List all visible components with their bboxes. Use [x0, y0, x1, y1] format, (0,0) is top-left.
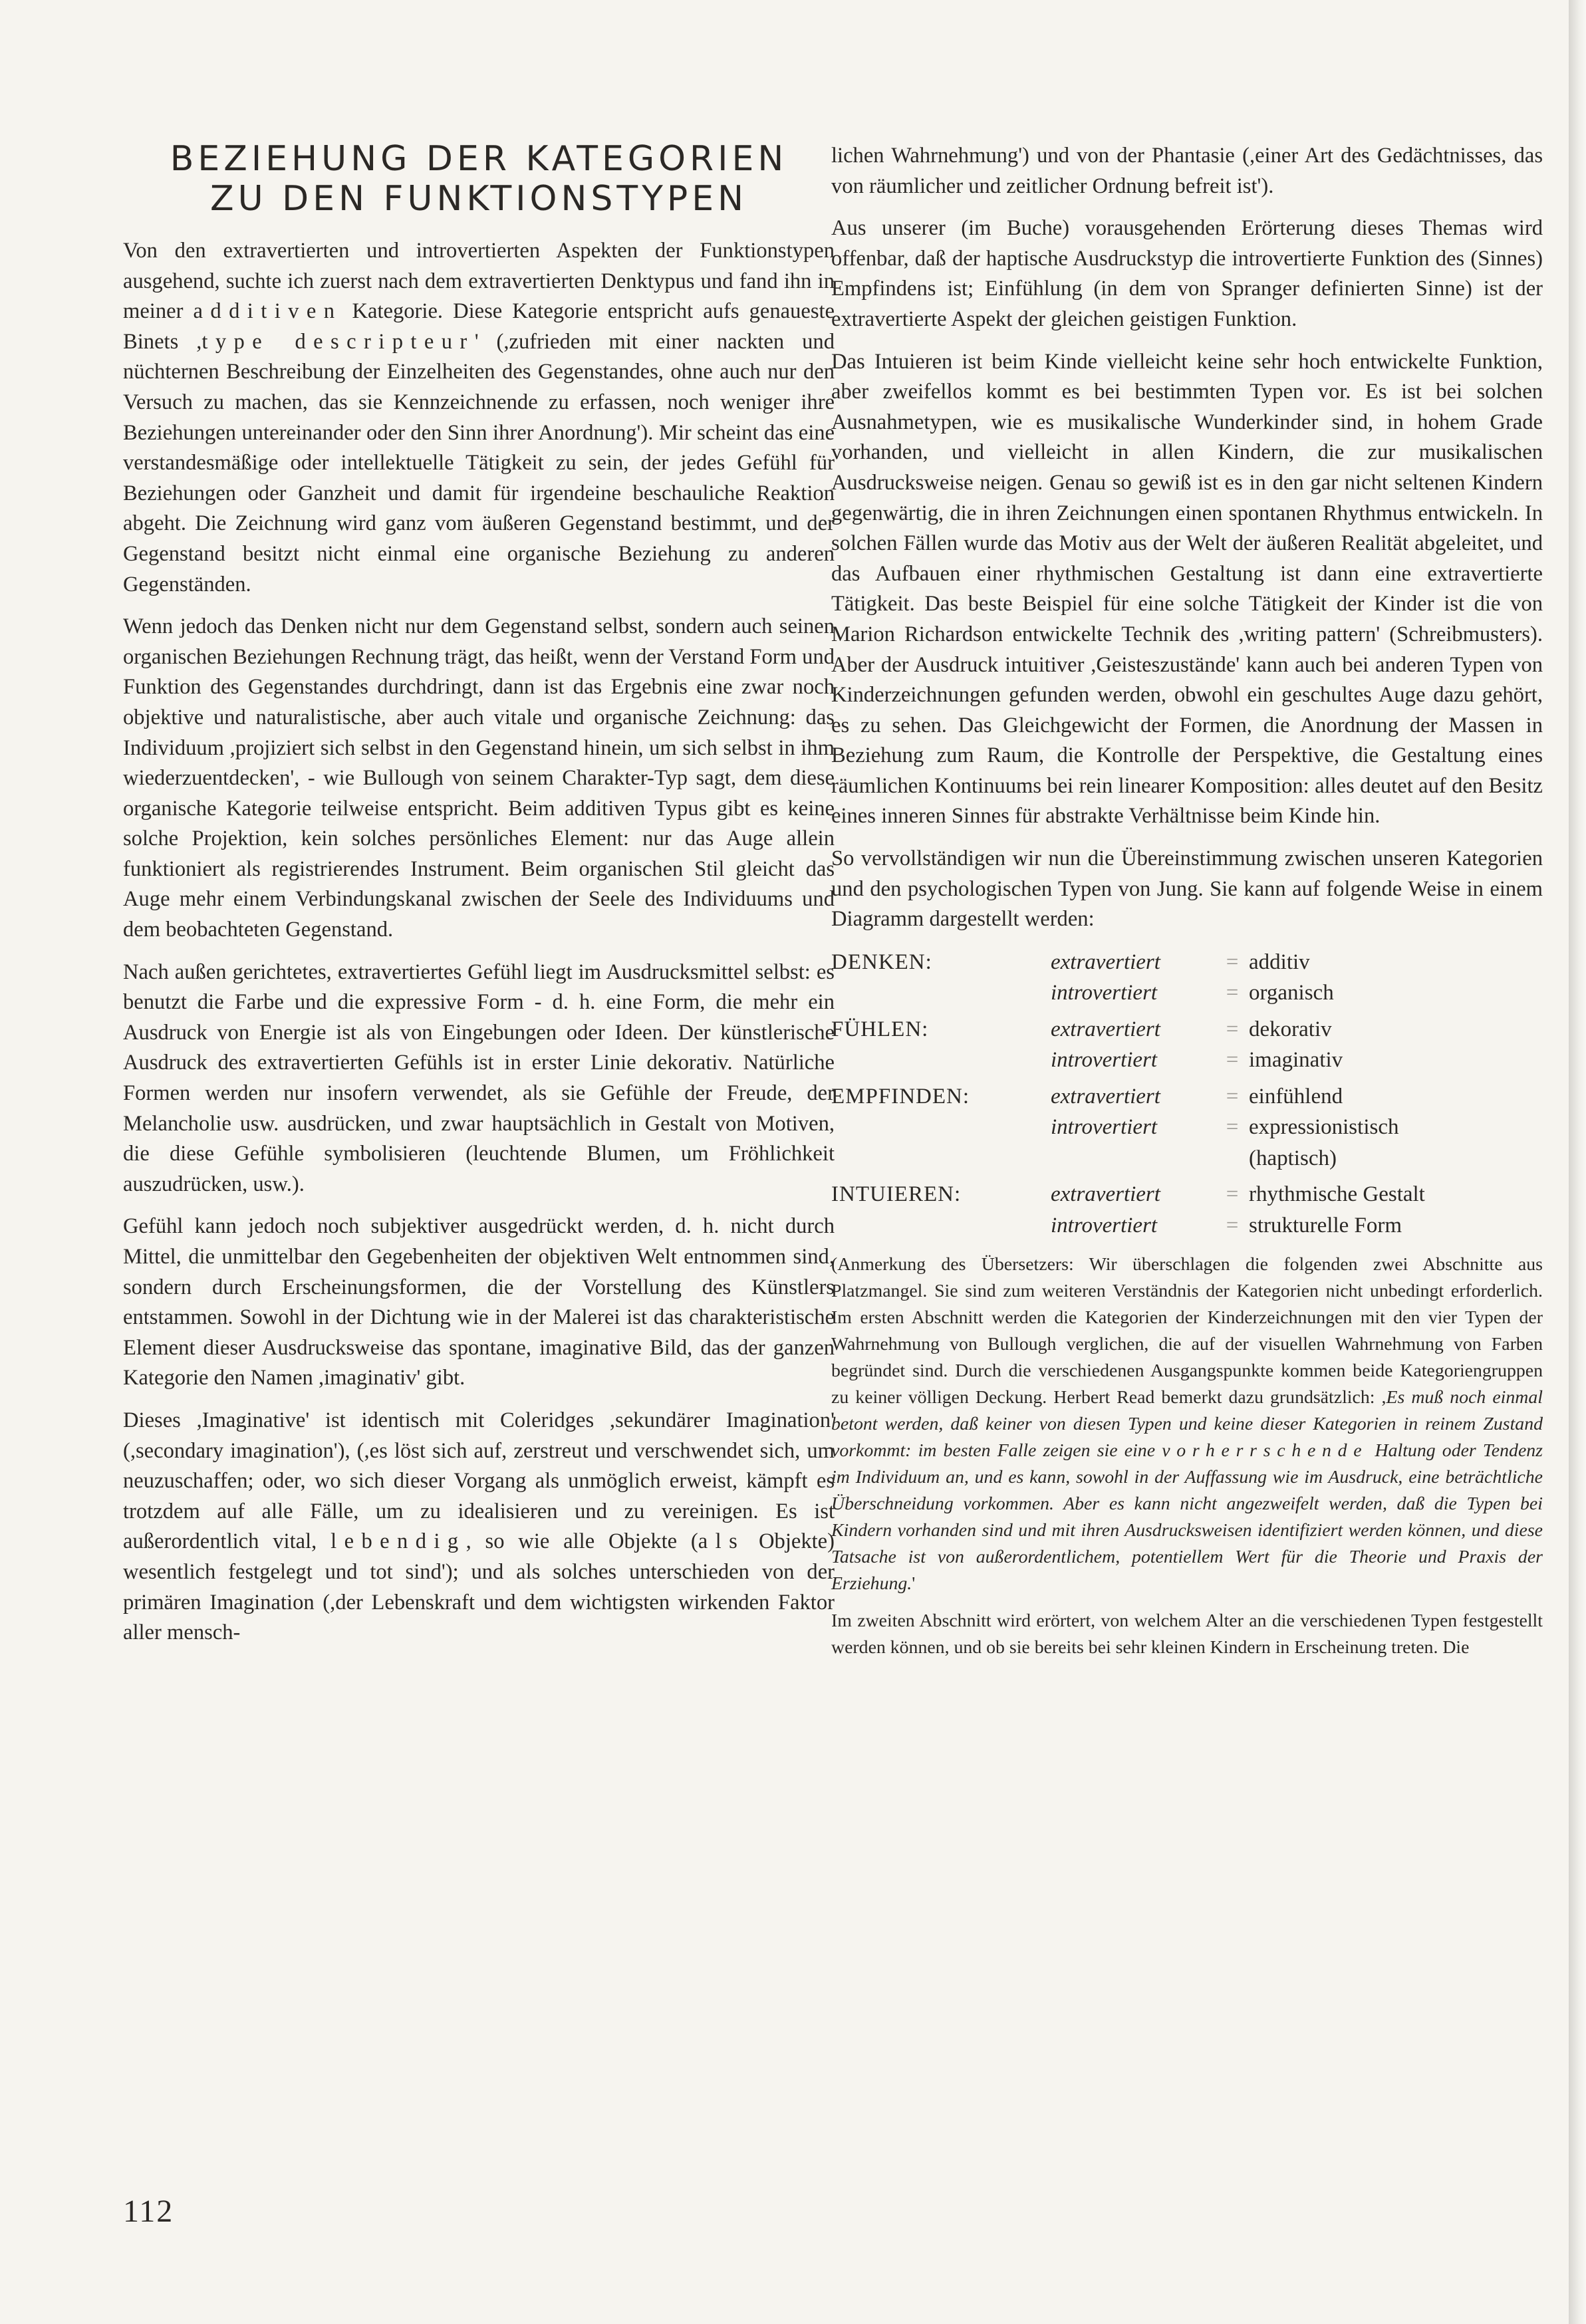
paragraph-organic: Wenn jedoch das Denken nicht nur dem Gegenstand selbst, sondern auch seinen organischen Beziehungen Rechnung trägt, das heißt, wenn der Verstand Form und Funktion des Gegenstandes durchdringt, dann ist das Ergebnis eine zwar noch objektive und naturalistische, aber auch vitale und organische Zeichnung: das Individuum ,projiziert sich selbst in den Gegenstand hinein, um sich selbst in ihm wiederzuentdecken', - wie Bullough von seinem Charakter-Typ sagt, dem diese organische Kategorie teilweise entspricht. Beim additiven Typus gibt es keine solche Projektion, kein solches persönliches Element: nur das Auge allein funktioniert als registrierendes Instrument. Beim organischen Stil gleicht das Auge mehr einem Verbindungskanal zwischen der Seele des Individuums und dem beobachteten Gegenstand. [123, 614, 835, 942]
paragraph-coleridge [123, 1406, 835, 1648]
function-label: EMPFINDEN: [831, 1084, 970, 1108]
aspect-label: extravertiert [1051, 1084, 1160, 1108]
spaced-term-additiven: additiven [193, 299, 342, 324]
category-value: strukturelle Form [1249, 1213, 1402, 1237]
aspect-label: extravertiert [1051, 1017, 1160, 1041]
text-run: (Anmerkung des Übersetzers: Wir überschlagen die folgenden zwei Abschnitte aus Platzmangel. Sie sind zum weiteren Verständnis der Kategorien nicht unbedingt erforderlich. Im ersten Abschnitt werden die Kategorien der Kinderzeichnungen mit den vier Typen der Wahrnehmung von Bullough verglichen, die auf der visuellen Wahrnehmung von Farben begründet sind. Durch die verschiedenen Ausgangspunkte kommen beide Kategoriengruppen zu keiner völligen Deckung. Herbert Read bemerkt dazu grundsätzlich: , [831, 1254, 1543, 1408]
quote-run: Es muß noch einmal betont werden, daß keiner von diesen Typen und keine dieser Kategorien in reinem Zustand vorkommt: im besten Falle zeigen sie eine [831, 1387, 1543, 1462]
page-edge-shadow [1569, 0, 1586, 2324]
category-value-aside: (haptisch) [1249, 1146, 1337, 1170]
diagram-row-denken [831, 947, 1543, 978]
paragraph-intuition: Das Intuieren ist beim Kinde vielleicht keine sehr hoch entwickelte Funktion, aber zweifellos kommt es bei bestimmten Typen vor. Es ist bei solchen Ausnahmetypen, wie es musikalische Wunderkinder sind, in hohem Grade vorhanden, und vielleicht in allen Kindern, die zur musikalischen Ausdrucksweise neigen. Genau so gewiß ist es in den gar nicht seltenen Kindern gegenwärtig, die in ihren Zeichnungen einen spontanen Rhythmus entwickeln. In solchen Fällen wurde das Motiv aus der Welt der äußeren Realität abgeleitet, und das Aufbauen einer rhythmischen Gestaltung ist dann eine extravertierte Tätigkeit. Das beste Beispiel für eine solche Tätigkeit der Kinder ist die von Marion Richardson entwickelte Technik des ,writing pattern' (Schreibmusters). Aber der Ausdruck intuitiver ,Geisteszustände' kann auch bei anderen Typen von Kinderzeichnungen gefunden werden, obwohl ein geschultes Auge dazu gehört, es zu sehen. Das Gleichgewicht der Formen, die Anordnung der Massen in Beziehung zum Raum, die Kontrolle der Perspektive, die Gestaltung eines räumlichen Kontinuums bei rein linearer Komposition: alles deutet auf den Besitz eines inneren Sinnes für abstrakte Verhältnisse beim Kinde hin. [831, 349, 1543, 829]
spaced-term-vorherrschende: vorherrschende [1162, 1440, 1369, 1462]
aspect-label: introvertiert [1051, 1213, 1158, 1237]
equals-sign: = [1226, 950, 1239, 974]
diagram-row-intuieren-intro [831, 1210, 1543, 1241]
category-value: dekorativ [1249, 1017, 1332, 1041]
aspect-label: extravertiert [1051, 1182, 1160, 1207]
section-heading [123, 139, 835, 219]
text-run: Kategorie. Diese Kategorie entspricht aufs genaueste Binets , [123, 299, 835, 354]
equals-sign: = [1226, 1182, 1239, 1207]
quote-run: Haltung oder Tendenz im Individuum an, und es kann, sowohl in der Auffassung wie im Ausdruck, eine beträchtliche Überschneidung vorkommen. Aber es kann nicht angezweifelt werden, daß die Typen bei Kindern vorhanden sind und mit ihren Ausdrucksweisen identifiziert werden können, und diese Tatsache ist von außerordentlichem, potentiellem Wert für die Theorie und Praxis der Erziehung. [831, 1440, 1543, 1595]
aspect-label: introvertiert [1051, 981, 1158, 1005]
equals-sign: = [1226, 1115, 1239, 1140]
category-value: additiv [1249, 950, 1310, 974]
function-label: INTUIEREN: [831, 1182, 962, 1207]
equals-sign: = [1226, 1213, 1239, 1237]
spaced-term-als: als [698, 1529, 745, 1554]
text-run: ' (,zufrieden mit einer nackten und nüchternen Beschreibung der Einzelheiten des Gegenstandes, ohne auch nur den Versuch zu machen, das sie Kennzeichnende zu erfassen, noch weniger ihre Beziehungen untereinander oder den Sinn ihrer Anordnung'). Mir scheint das eine verstandesmäßige oder intellektuelle Tätigkeit zu sein, der jedes Gefühl für Beziehungen oder Ganzheit und damit für irgendeine beschauliche Reaktion abgeht. Die Zeichnung wird ganz vom äußeren Gegenstand bestimmt, und der Gegenstand besitzt nicht einmal eine organische Beziehung zu anderen Gegenständen. [123, 329, 835, 596]
aspect-label: extravertiert [1051, 950, 1160, 974]
paragraph-additive [123, 236, 835, 600]
text-run: Dieses ,Imaginative' ist identisch mit Coleridges ,sekundärer Imagination' (,secondary imagination'), (,es löst sich auf, zerstreut und verschwendet sich, um neuzuschaffen; oder, wo sich dieser Vorgang als unmöglich erweist, kämpft es trotzdem auf alle Fälle, um zu idealisieren und zu vereinigen. Es ist außerordentlich vital, [123, 1408, 835, 1554]
category-value-main: expressionistisch [1249, 1115, 1399, 1140]
categories-diagram [831, 947, 1543, 1241]
function-label-empty [831, 1045, 1051, 1076]
paragraph-continuation: lichen Wahrnehmung') und von der Phantasie (,einer Art des Gedächtnisses, das von räumlicher und zeitlicher Ordnung befreit ist'). [831, 144, 1543, 198]
diagram-row-fuehlen [831, 1009, 1543, 1045]
left-column [123, 130, 835, 1660]
function-label-empty [831, 1210, 1051, 1241]
paragraph-final: Im zweiten Abschnitt wird erörtert, von welchem Alter an die verschiedenen Typen festgestellt werden können, und ob sie bereits bei sehr kleinen Kindern in Erscheinung treten. Die [831, 1611, 1543, 1658]
text-run: Von den extravertierten und introvertierten Aspekten der Funktionstypen ausgehend, suchte ich zuerst nach dem extravertierten Denktypus und fand ihn in meiner [123, 239, 835, 324]
function-label: FÜHLEN: [831, 1017, 929, 1041]
right-column [831, 141, 1543, 1672]
equals-sign: = [1226, 981, 1239, 1005]
spaced-term-type-descripteur: type descripteur [201, 329, 475, 354]
equals-sign: = [1226, 1017, 1239, 1041]
equals-sign: = [1226, 1084, 1239, 1108]
heading-line-2: ZU DEN FUNKTIONSTYPEN [209, 179, 748, 219]
paragraph-imaginative: Gefühl kann jedoch noch subjektiver ausgedrückt werden, d. h. nicht durch Mittel, die unmittelbar den Gegebenheiten der objektiven Welt entnommen sind, sondern durch Erscheinungsformen, die der Vorstellung des Künstlers entstammen. Sowohl in der Dichtung wie in der Malerei ist das charakteristische Element dieser Ausdrucksweise das spontane, imaginative Bild, das der ganzen Kategorie den Namen ,imaginativ' gibt. [123, 1214, 835, 1390]
diagram-row-fuehlen-intro [831, 1045, 1543, 1076]
text-run: , so wie alle Objekte ( [465, 1529, 698, 1554]
function-label: DENKEN: [831, 950, 932, 974]
category-value: organisch [1249, 981, 1334, 1005]
category-value: einfühlend [1249, 1084, 1343, 1108]
spaced-term-lebendig: lebendig [330, 1529, 466, 1554]
function-label-empty [831, 977, 1051, 1009]
diagram-row-empfinden-intro [831, 1112, 1543, 1174]
equals-sign: = [1226, 1048, 1239, 1073]
category-value: rhythmische Gestalt [1249, 1182, 1425, 1207]
aspect-label: introvertiert [1051, 1115, 1158, 1140]
translator-note [831, 1251, 1543, 1597]
paragraph-decorative: Nach außen gerichtetes, extravertiertes Gefühl liegt im Ausdrucksmittel selbst: es benutzt die Farbe und die expressive Form - d. h. eine Form, die mehr ein Ausdruck von Energie ist als von Eingebungen oder Ideen. Der künstlerische Ausdruck des extravertierten Gefühls ist in erster Linie dekorativ. Natürliche Formen werden nur insofern verwendet, als sie Gefühle der Freude, der Melancholie usw. ausdrücken, und zwar hauptsächlich in Gestalt von Motiven, die diese Gefühle symbolisieren (leuchtende Blumen, um Fröhlichkeit auszudrücken, usw.). [123, 960, 835, 1196]
category-value: imaginativ [1249, 1048, 1343, 1073]
paragraph-haptic: Aus unserer (im Buche) vorausgehenden Erörterung dieses Themas wird offenbar, daß der haptische Ausdruckstyp die introvertierte Funktion des (Sinnes) Empfindens ist; Einfühlung (in dem von Spranger definierten Sinne) ist der extravertierte Aspekt der gleichen geistigen Funktion. [831, 216, 1543, 331]
diagram-row-intuieren [831, 1174, 1543, 1210]
category-value [1249, 1112, 1543, 1174]
heading-line-1: BEZIEHUNG DER KATEGORIEN [170, 139, 788, 179]
text-run: ' [912, 1573, 916, 1595]
diagram-row-empfinden [831, 1076, 1543, 1112]
aspect-label: introvertiert [1051, 1048, 1158, 1073]
diagram-row-denken-intro [831, 977, 1543, 1009]
text-run: Objekte) wesentlich festgelegt und tot sind'); und als solches unterschieden von der primären Imagination (,der Lebenskraft und dem wichtigsten wirkenden Faktor aller mensch- [123, 1529, 835, 1645]
paragraph-jung: So vervollständigen wir nun die Übereinstimmung zwischen unseren Kategorien und den psychologischen Typen von Jung. Sie kann auf folgende Weise in einem Diagramm dargestellt werden: [831, 846, 1543, 932]
page-number: 112 [123, 2194, 174, 2229]
function-label-empty [831, 1112, 1051, 1174]
